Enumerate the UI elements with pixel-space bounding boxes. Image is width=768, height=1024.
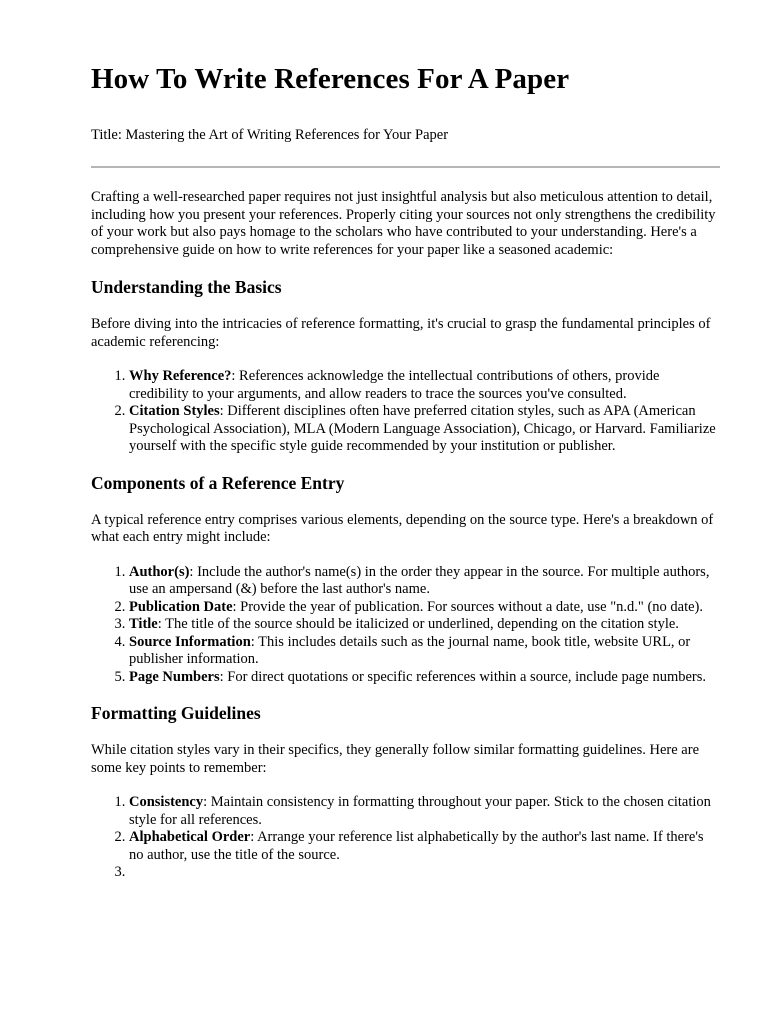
basics-list	[91, 368, 720, 456]
list-item-term: Title	[129, 616, 158, 632]
list-item-text: : Provide the year of publication. For sources without a date, use "n.d." (no date).	[232, 598, 704, 615]
section-heading-formatting: Formatting Guidelines	[91, 703, 261, 723]
list-item-text: : For direct quotations or specific references within a source, include page numbers.	[219, 668, 707, 685]
list-item-text: : Different disciplines often have preferred citation styles, such as APA (American Psychological Association), MLA (Modern Language Association), Chicago, or Harvard. Familiarize yourself with the specific style guide recommended by your institution or publisher.	[129, 403, 716, 454]
intro-paragraph: Crafting a well-researched paper requires not just insightful analysis but also meticulous attention to detail, including how you present your references. Properly citing your sources not only strengthens the credibility of your work but also pays homage to the scholars who have contributed to your understanding. Here's a comprehensive guide on how to write references for your paper like a seasoned academic:	[91, 189, 716, 258]
section-lead-formatting: While citation styles vary in their specifics, they generally follow similar formatting guidelines. Here are some key points to remember:	[91, 742, 700, 776]
list-item-term: Publication Date	[129, 598, 233, 615]
list-item	[129, 564, 720, 599]
section-heading-components: Components of a Reference Entry	[91, 472, 345, 493]
list-item-term: Source Information	[129, 633, 251, 650]
list-item	[129, 599, 720, 617]
list-item	[129, 616, 720, 634]
list-item-term: Page Numbers	[129, 668, 220, 685]
list-item-text: : Arrange your reference list alphabetically by the author's last name. If there's no author, use the title of the source.	[129, 829, 704, 863]
list-item	[129, 403, 720, 456]
list-item-text: : This includes details such as the journal name, book title, website URL, or publisher information.	[129, 633, 691, 667]
list-item	[129, 634, 720, 669]
section-lead-basics: Before diving into the intricacies of reference formatting, it's crucial to grasp the fundamental principles of academic referencing:	[91, 316, 711, 350]
horizontal-divider	[91, 166, 720, 168]
list-item	[129, 794, 720, 829]
list-item-term: Why Reference?	[129, 368, 232, 384]
document-subtitle: Title: Mastering the Art of Writing References for Your Paper	[91, 127, 449, 143]
list-item-text: : References acknowledge the intellectual contributions of others, provide credibility to your arguments, and allow readers to trace the sources you've consulted.	[129, 368, 660, 402]
components-list	[91, 564, 720, 687]
list-item	[129, 669, 720, 687]
section-heading-basics: Understanding the Basics	[91, 277, 282, 297]
list-item-text: : Include the author's name(s) in the order they appear in the source. For multiple authors, use an ampersand (&) before the last author's name.	[129, 563, 710, 597]
list-item	[129, 829, 720, 864]
list-item-text: : The title of the source should be italicized or underlined, depending on the citation style.	[157, 616, 679, 632]
section-lead-components: A typical reference entry comprises various elements, depending on the source type. Here's a breakdown of what each entry might include:	[91, 511, 714, 545]
list-item-term: Author(s)	[129, 563, 190, 580]
list-item	[129, 368, 720, 403]
page-title: How To Write References For A Paper	[91, 63, 570, 95]
list-item-term: Alphabetical Order	[129, 829, 251, 845]
list-item-text: : Maintain consistency in formatting throughout your paper. Stick to the chosen citation style for all references.	[129, 794, 711, 828]
formatting-list	[91, 794, 720, 882]
list-item	[129, 864, 720, 882]
list-item-term: Consistency	[129, 794, 204, 810]
list-item-term: Citation Styles	[129, 403, 220, 419]
